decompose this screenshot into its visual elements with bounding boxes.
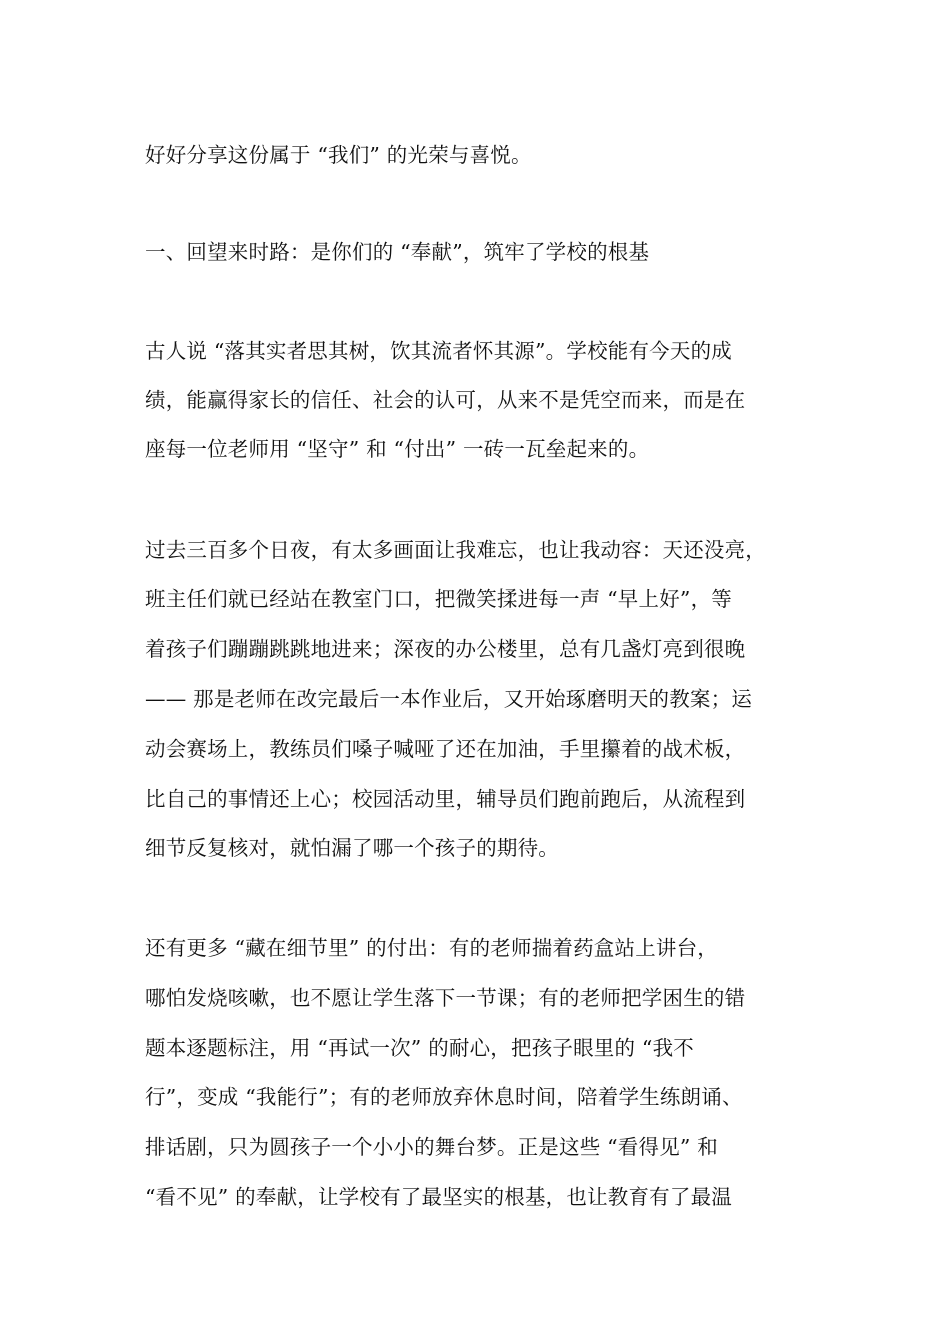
paragraph-line: 哪怕发烧咳嗽，也不愿让学生落下一节课；有的老师把学困生的错: [145, 986, 746, 1010]
paragraph-line: 比自己的事情还上心；校园活动里，辅导员们跑前跑后，从流程到: [145, 787, 746, 811]
paragraph-line: 班主任们就已经站在教室门口，把微笑揉进每一声 “早上好”，等: [145, 587, 732, 611]
closing-sentence-line: 好好分享这份属于 “我们” 的光荣与喜悦。: [145, 143, 532, 167]
paragraph-line: —— 那是老师在改完最后一本作业后，又开始琢磨明天的教案；运: [145, 687, 753, 711]
paragraph-line: 题本逐题标注，用 “再试一次” 的耐心，把孩子眼里的 “我不: [145, 1036, 694, 1060]
paragraph-line: 座每一位老师用 “坚守” 和 “付出” 一砖一瓦垒起来的。: [145, 437, 650, 461]
paragraph-line: 古人说 “落其实者思其树，饮其流者怀其源”。学校能有今天的成: [145, 339, 732, 363]
paragraph-line: 动会赛场上，教练员们嗓子喊哑了还在加油，手里攥着的战术板，: [145, 737, 746, 761]
paragraph-line: 过去三百多个日夜，有太多画面让我难忘，也让我动容：天还没亮，: [145, 538, 766, 562]
paragraph-line: 行”，变成 “我能行”；有的老师放弃休息时间，陪着学生练朗诵、: [145, 1085, 743, 1109]
paragraph-line: 还有更多 “藏在细节里” 的付出：有的老师揣着药盒站上讲台，: [145, 936, 718, 960]
paragraph-line: 着孩子们蹦蹦跳跳地进来；深夜的办公楼里，总有几盏灯亮到很晚: [145, 637, 746, 661]
section-heading: 一、回望来时路：是你们的 “奉献”，筑牢了学校的根基: [145, 240, 650, 264]
paragraph-line: 排话剧，只为圆孩子一个小小的舞台梦。正是这些 “看得见” 和: [145, 1135, 718, 1159]
paragraph-line: 绩，能赢得家长的信任、社会的认可，从来不是凭空而来，而是在: [145, 388, 746, 412]
paragraph-line: “看不见” 的奉献，让学校有了最坚实的根基，也让教育有了最温: [145, 1185, 732, 1209]
paragraph-line: 细节反复核对，就怕漏了哪一个孩子的期待。: [145, 836, 559, 860]
